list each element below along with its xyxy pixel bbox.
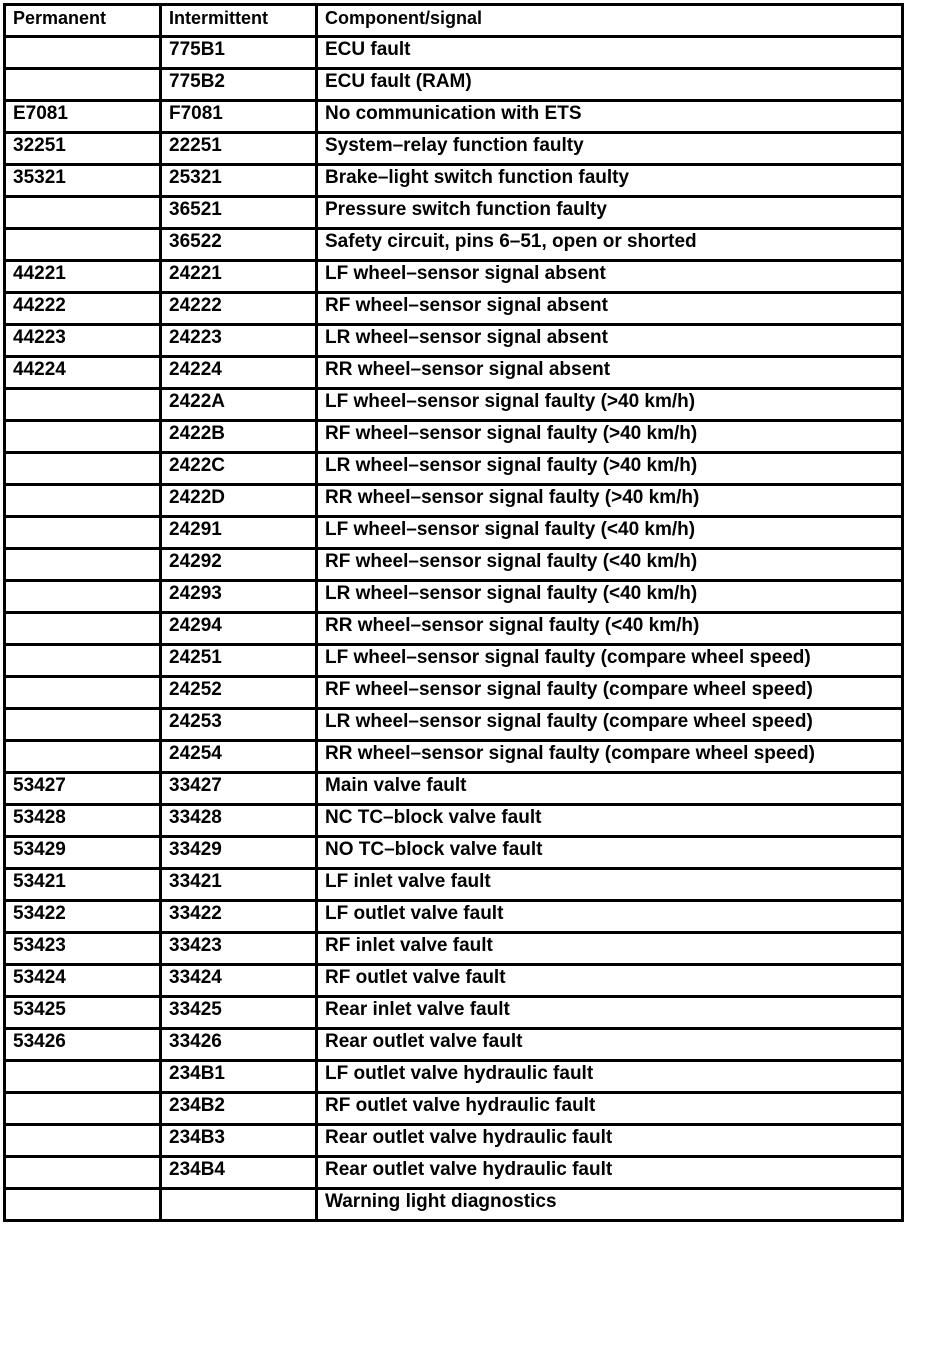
intermittent-code-cell: 33422 [161, 901, 317, 933]
permanent-code-cell: 44223 [5, 325, 161, 357]
intermittent-code-cell: 33425 [161, 997, 317, 1029]
permanent-code-cell [5, 1157, 161, 1189]
permanent-code-cell: 53427 [5, 773, 161, 805]
table-row [5, 837, 903, 869]
table-row [5, 1125, 903, 1157]
intermittent-code-cell: 33429 [161, 837, 317, 869]
intermittent-code-cell: 2422C [161, 453, 317, 485]
table-row [5, 261, 903, 293]
table-row [5, 517, 903, 549]
intermittent-code-cell: F7081 [161, 101, 317, 133]
permanent-code-cell: 44221 [5, 261, 161, 293]
table-row [5, 1189, 903, 1221]
component-signal-cell: NC TC–block valve fault [317, 805, 903, 837]
permanent-code-cell: 53426 [5, 1029, 161, 1061]
table-row [5, 453, 903, 485]
table-row [5, 805, 903, 837]
intermittent-code-cell: 775B1 [161, 37, 317, 69]
table-row [5, 485, 903, 517]
component-signal-cell: Pressure switch function faulty [317, 197, 903, 229]
header-component-signal: Component/signal [317, 5, 903, 37]
table-row [5, 997, 903, 1029]
permanent-code-cell [5, 197, 161, 229]
table-row [5, 197, 903, 229]
component-signal-cell: LF outlet valve fault [317, 901, 903, 933]
table-row [5, 741, 903, 773]
intermittent-code-cell: 234B3 [161, 1125, 317, 1157]
intermittent-code-cell: 2422A [161, 389, 317, 421]
permanent-code-cell [5, 453, 161, 485]
permanent-code-cell [5, 69, 161, 101]
permanent-code-cell [5, 613, 161, 645]
intermittent-code-cell: 24224 [161, 357, 317, 389]
intermittent-code-cell: 24221 [161, 261, 317, 293]
intermittent-code-cell: 2422D [161, 485, 317, 517]
component-signal-cell: LF wheel–sensor signal absent [317, 261, 903, 293]
permanent-code-cell [5, 37, 161, 69]
table-row [5, 933, 903, 965]
intermittent-code-cell [161, 1189, 317, 1221]
intermittent-code-cell: 24294 [161, 613, 317, 645]
intermittent-code-cell: 234B4 [161, 1157, 317, 1189]
table-row [5, 229, 903, 261]
table-row [5, 421, 903, 453]
permanent-code-cell: 53428 [5, 805, 161, 837]
permanent-code-cell: 53423 [5, 933, 161, 965]
component-signal-cell: LR wheel–sensor signal absent [317, 325, 903, 357]
table-row [5, 357, 903, 389]
table-row [5, 69, 903, 101]
intermittent-code-cell: 24222 [161, 293, 317, 325]
component-signal-cell: Main valve fault [317, 773, 903, 805]
intermittent-code-cell: 24253 [161, 709, 317, 741]
component-signal-cell: ECU fault (RAM) [317, 69, 903, 101]
component-signal-cell: Rear inlet valve fault [317, 997, 903, 1029]
table-row [5, 901, 903, 933]
intermittent-code-cell: 24252 [161, 677, 317, 709]
component-signal-cell: Warning light diagnostics [317, 1189, 903, 1221]
component-signal-cell: RF wheel–sensor signal faulty (>40 km/h) [317, 421, 903, 453]
intermittent-code-cell: 24223 [161, 325, 317, 357]
table-row [5, 1029, 903, 1061]
component-signal-cell: Rear outlet valve fault [317, 1029, 903, 1061]
intermittent-code-cell: 33426 [161, 1029, 317, 1061]
component-signal-cell: RF inlet valve fault [317, 933, 903, 965]
intermittent-code-cell: 24254 [161, 741, 317, 773]
component-signal-cell: LR wheel–sensor signal faulty (compare wheel speed) [317, 709, 903, 741]
component-signal-cell: LR wheel–sensor signal faulty (<40 km/h) [317, 581, 903, 613]
component-signal-cell: RR wheel–sensor signal absent [317, 357, 903, 389]
intermittent-code-cell: 22251 [161, 133, 317, 165]
component-signal-cell: Safety circuit, pins 6–51, open or shorted [317, 229, 903, 261]
intermittent-code-cell: 24293 [161, 581, 317, 613]
intermittent-code-cell: 234B1 [161, 1061, 317, 1093]
permanent-code-cell: 35321 [5, 165, 161, 197]
permanent-code-cell [5, 1189, 161, 1221]
intermittent-code-cell: 33428 [161, 805, 317, 837]
table-row [5, 389, 903, 421]
component-signal-cell: RR wheel–sensor signal faulty (compare wheel speed) [317, 741, 903, 773]
intermittent-code-cell: 24251 [161, 645, 317, 677]
permanent-code-cell: 44224 [5, 357, 161, 389]
table-body [5, 37, 903, 1221]
component-signal-cell: RF outlet valve fault [317, 965, 903, 997]
table-row [5, 869, 903, 901]
table-row [5, 581, 903, 613]
intermittent-code-cell: 33423 [161, 933, 317, 965]
permanent-code-cell: 53424 [5, 965, 161, 997]
fault-code-sheet [3, 3, 901, 1222]
table-row [5, 613, 903, 645]
permanent-code-cell [5, 485, 161, 517]
permanent-code-cell: E7081 [5, 101, 161, 133]
table-row [5, 645, 903, 677]
fault-code-table [3, 3, 904, 1222]
intermittent-code-cell: 25321 [161, 165, 317, 197]
permanent-code-cell [5, 741, 161, 773]
table-row [5, 773, 903, 805]
permanent-code-cell: 44222 [5, 293, 161, 325]
component-signal-cell: NO TC–block valve fault [317, 837, 903, 869]
permanent-code-cell: 53421 [5, 869, 161, 901]
permanent-code-cell [5, 549, 161, 581]
table-row [5, 1061, 903, 1093]
table-row [5, 165, 903, 197]
permanent-code-cell [5, 421, 161, 453]
intermittent-code-cell: 36521 [161, 197, 317, 229]
table-row [5, 133, 903, 165]
component-signal-cell: Brake–light switch function faulty [317, 165, 903, 197]
permanent-code-cell [5, 1061, 161, 1093]
table-row [5, 293, 903, 325]
table-row [5, 325, 903, 357]
intermittent-code-cell: 775B2 [161, 69, 317, 101]
component-signal-cell: LF inlet valve fault [317, 869, 903, 901]
table-row [5, 1093, 903, 1125]
component-signal-cell: System–relay function faulty [317, 133, 903, 165]
intermittent-code-cell: 36522 [161, 229, 317, 261]
permanent-code-cell: 53425 [5, 997, 161, 1029]
component-signal-cell: RF wheel–sensor signal faulty (<40 km/h) [317, 549, 903, 581]
component-signal-cell: LR wheel–sensor signal faulty (>40 km/h) [317, 453, 903, 485]
table-row [5, 101, 903, 133]
permanent-code-cell: 32251 [5, 133, 161, 165]
component-signal-cell: RR wheel–sensor signal faulty (<40 km/h) [317, 613, 903, 645]
component-signal-cell: LF wheel–sensor signal faulty (>40 km/h) [317, 389, 903, 421]
component-signal-cell: LF outlet valve hydraulic fault [317, 1061, 903, 1093]
component-signal-cell: ECU fault [317, 37, 903, 69]
intermittent-code-cell: 33421 [161, 869, 317, 901]
component-signal-cell: LF wheel–sensor signal faulty (<40 km/h) [317, 517, 903, 549]
permanent-code-cell [5, 677, 161, 709]
permanent-code-cell [5, 645, 161, 677]
component-signal-cell: RF wheel–sensor signal faulty (compare wheel speed) [317, 677, 903, 709]
table-row [5, 677, 903, 709]
intermittent-code-cell: 33427 [161, 773, 317, 805]
permanent-code-cell [5, 229, 161, 261]
intermittent-code-cell: 2422B [161, 421, 317, 453]
component-signal-cell: Rear outlet valve hydraulic fault [317, 1125, 903, 1157]
intermittent-code-cell: 24292 [161, 549, 317, 581]
table-row [5, 709, 903, 741]
header-permanent: Permanent [5, 5, 161, 37]
permanent-code-cell [5, 581, 161, 613]
intermittent-code-cell: 33424 [161, 965, 317, 997]
table-row [5, 965, 903, 997]
table-row [5, 549, 903, 581]
permanent-code-cell [5, 709, 161, 741]
permanent-code-cell [5, 1093, 161, 1125]
header-intermittent: Intermittent [161, 5, 317, 37]
component-signal-cell: RF outlet valve hydraulic fault [317, 1093, 903, 1125]
table-row [5, 1157, 903, 1189]
permanent-code-cell [5, 517, 161, 549]
component-signal-cell: Rear outlet valve hydraulic fault [317, 1157, 903, 1189]
component-signal-cell: LF wheel–sensor signal faulty (compare wheel speed) [317, 645, 903, 677]
permanent-code-cell: 53422 [5, 901, 161, 933]
table-row [5, 37, 903, 69]
intermittent-code-cell: 234B2 [161, 1093, 317, 1125]
component-signal-cell: RR wheel–sensor signal faulty (>40 km/h) [317, 485, 903, 517]
component-signal-cell: RF wheel–sensor signal absent [317, 293, 903, 325]
header-row [5, 5, 903, 37]
permanent-code-cell: 53429 [5, 837, 161, 869]
permanent-code-cell [5, 389, 161, 421]
component-signal-cell: No communication with ETS [317, 101, 903, 133]
permanent-code-cell [5, 1125, 161, 1157]
intermittent-code-cell: 24291 [161, 517, 317, 549]
